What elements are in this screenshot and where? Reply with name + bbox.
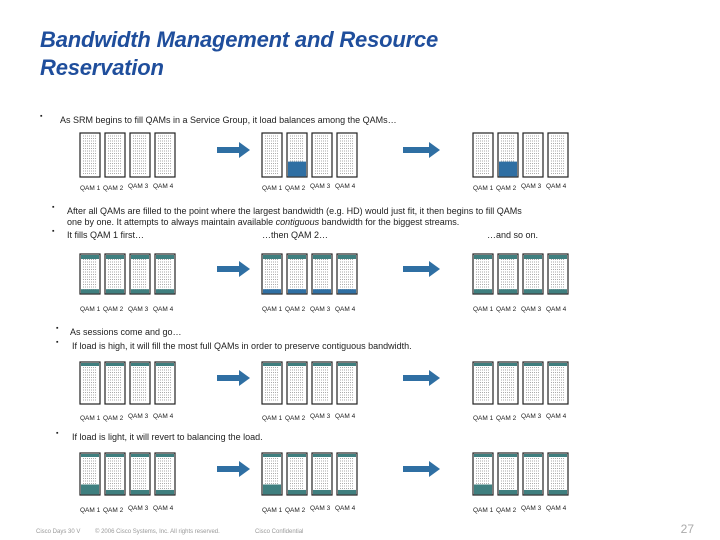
qam-bar — [498, 133, 518, 177]
qam-bar — [130, 362, 150, 404]
qam-bar-pattern — [158, 257, 172, 290]
qam-label: QAM 4 — [335, 306, 356, 313]
qam-bar-pattern — [133, 456, 147, 491]
qam-label: QAM 2 — [103, 507, 124, 514]
qam-top-fill — [131, 363, 149, 366]
qam-bar-pattern — [340, 456, 354, 491]
qam-bar-pattern — [133, 365, 147, 400]
qam-bar — [155, 254, 175, 294]
qam-label: QAM 2 — [496, 185, 517, 192]
qam-bar — [130, 254, 150, 294]
qam-top-fill — [288, 454, 306, 457]
qam-bar-pattern — [315, 257, 329, 290]
qam-bar — [312, 133, 332, 177]
qam-bar-pattern — [290, 257, 304, 290]
qam-bar — [498, 254, 518, 294]
qam-bar — [473, 254, 493, 294]
arrow-shaft — [403, 466, 430, 472]
qam-top-fill — [106, 454, 124, 457]
qam-group — [473, 453, 568, 514]
qam-label: QAM 4 — [546, 413, 567, 420]
qam-bar-pattern — [340, 136, 354, 174]
qam-group — [262, 254, 357, 313]
qam-fill — [81, 485, 99, 495]
arrow-shaft — [403, 266, 430, 272]
qam-label: QAM 2 — [285, 306, 306, 313]
qam-bar — [155, 362, 175, 404]
arrow-icon — [403, 142, 440, 158]
qam-top-fill — [263, 363, 281, 366]
qam-bar-pattern — [551, 257, 565, 290]
footer-copyright: © 2006 Cisco Systems, Inc. All rights reserved. — [95, 529, 220, 535]
arrow-shaft — [217, 147, 240, 153]
qam-bar — [473, 362, 493, 404]
bullet-fills-qam1: It fills QAM 1 first… — [67, 230, 145, 240]
qam-label: QAM 1 — [80, 415, 101, 422]
qam-fill — [156, 289, 174, 293]
bullet-marker: ▪ — [52, 228, 55, 235]
arrow-shaft — [403, 375, 430, 381]
qam-bar-pattern — [265, 456, 279, 491]
qam-top-fill — [288, 255, 306, 259]
qam-bar — [523, 453, 543, 495]
qam-bar-pattern — [158, 365, 172, 400]
arrow-icon — [217, 461, 250, 477]
bullet-then-qam2: …then QAM 2… — [262, 230, 329, 240]
qam-bar-pattern — [133, 257, 147, 290]
qam-bar — [337, 133, 357, 177]
qam-bar-pattern — [290, 365, 304, 400]
qam-bar-pattern — [340, 365, 354, 400]
qam-group — [473, 254, 568, 313]
bullet-fill-qams-line-1: After all QAMs are filled to the point where the largest bandwidth (e.g. HD) would just fit, it then begins to fill QAMs — [67, 206, 522, 216]
qam-bar-pattern — [476, 136, 490, 174]
qam-label: QAM 3 — [521, 306, 542, 313]
qam-bar — [155, 453, 175, 495]
qam-label: QAM 2 — [285, 415, 306, 422]
qam-bar — [337, 362, 357, 404]
qam-top-fill — [156, 255, 174, 259]
arrow-shaft — [403, 147, 430, 153]
qam-fill — [131, 490, 149, 494]
bullet-sessions: As sessions come and go… — [70, 327, 182, 337]
qam-fill — [338, 490, 356, 494]
bullet-marker: ▪ — [56, 339, 59, 346]
bullet-emphasis: contiguous — [275, 217, 320, 227]
qam-label: QAM 4 — [335, 413, 356, 420]
qam-top-fill — [106, 255, 124, 259]
qam-bar-pattern — [501, 136, 515, 174]
qam-label: QAM 2 — [103, 185, 124, 192]
qam-bar-pattern — [526, 136, 540, 174]
qam-group — [80, 362, 175, 422]
qam-top-fill — [156, 363, 174, 366]
bullet-text-segment: bandwidth for the biggest streams. — [319, 217, 460, 227]
qam-bar — [337, 453, 357, 495]
qam-bar-pattern — [526, 257, 540, 290]
qam-bar-pattern — [265, 257, 279, 290]
qam-fill — [499, 289, 517, 293]
qam-bar — [262, 362, 282, 404]
qam-bar — [312, 254, 332, 294]
qam-bar — [473, 453, 493, 495]
qam-fill — [524, 289, 542, 293]
qam-label: QAM 4 — [153, 413, 174, 420]
arrow-head — [239, 261, 250, 277]
arrow-shaft — [217, 466, 240, 472]
slide-title-line-1: Bandwidth Management and Resource — [40, 27, 439, 52]
qam-label: QAM 3 — [128, 505, 149, 512]
qam-bar — [262, 254, 282, 294]
qam-bar-pattern — [501, 456, 515, 491]
qam-bar-pattern — [265, 365, 279, 400]
qam-top-fill — [156, 454, 174, 457]
qam-bar — [548, 453, 568, 495]
qam-label: QAM 4 — [153, 505, 174, 512]
bullet-marker: ▪ — [40, 113, 43, 120]
qam-bar — [523, 133, 543, 177]
bullet-fill-qams-line-2 — [67, 217, 687, 228]
qam-label: QAM 4 — [335, 505, 356, 512]
qam-top-fill — [524, 363, 542, 366]
qam-label: QAM 3 — [521, 413, 542, 420]
qam-top-fill — [81, 454, 99, 457]
arrow-icon — [403, 461, 440, 477]
qam-top-fill — [81, 255, 99, 259]
qam-fill — [499, 162, 517, 177]
qam-bar — [287, 362, 307, 404]
qam-label: QAM 4 — [335, 183, 356, 190]
qam-label: QAM 4 — [153, 183, 174, 190]
qam-bar — [548, 362, 568, 404]
qam-label: QAM 1 — [262, 306, 283, 313]
page-number: 27 — [680, 522, 694, 536]
qam-bar-pattern — [551, 365, 565, 400]
qam-label: QAM 3 — [310, 183, 331, 190]
qam-top-fill — [338, 363, 356, 366]
qam-top-fill — [106, 363, 124, 366]
qam-label: QAM 1 — [80, 306, 101, 313]
qam-bar-pattern — [476, 456, 490, 491]
qam-group — [473, 362, 568, 422]
qam-label: QAM 3 — [310, 505, 331, 512]
bullet-marker: ▪ — [56, 325, 59, 332]
qam-top-fill — [474, 255, 492, 259]
qam-top-fill — [499, 363, 517, 366]
qam-top-fill — [524, 255, 542, 259]
qam-fill — [263, 485, 281, 495]
qam-top-fill — [499, 454, 517, 457]
qam-label: QAM 2 — [496, 507, 517, 514]
footer-left: Cisco Days 30 V — [36, 529, 81, 535]
bullet-load-high: If load is high, it will fill the most full QAMs in order to preserve contiguous bandwidth. — [72, 341, 412, 351]
qam-bar-pattern — [315, 456, 329, 491]
qam-bar — [312, 362, 332, 404]
qam-label: QAM 1 — [473, 185, 494, 192]
qam-bar-pattern — [265, 136, 279, 174]
slide-title — [40, 26, 600, 82]
qam-bar-pattern — [551, 456, 565, 491]
qam-label: QAM 4 — [153, 306, 174, 313]
qam-bar — [312, 453, 332, 495]
qam-top-fill — [131, 255, 149, 259]
qam-bar — [262, 133, 282, 177]
qam-top-fill — [313, 255, 331, 259]
qam-label: QAM 2 — [285, 507, 306, 514]
qam-fill — [106, 289, 124, 293]
qam-bar — [105, 254, 125, 294]
qam-bar — [287, 453, 307, 495]
qam-bar-pattern — [108, 365, 122, 400]
qam-bar — [523, 362, 543, 404]
arrow-shaft — [217, 375, 240, 381]
bullet-load-balance: As SRM begins to fill QAMs in a Service Group, it load balances among the QAMs… — [60, 115, 397, 125]
bullet-load-light: If load is light, it will revert to balancing the load. — [72, 432, 263, 442]
qam-bar-pattern — [501, 257, 515, 290]
bullet-marker: ▪ — [52, 204, 55, 211]
qam-top-fill — [313, 363, 331, 366]
qam-label: QAM 2 — [103, 415, 124, 422]
qam-label: QAM 3 — [521, 505, 542, 512]
arrow-shaft — [217, 266, 240, 272]
qam-bar — [105, 362, 125, 404]
qam-label: QAM 2 — [285, 185, 306, 192]
arrow-icon — [217, 261, 250, 277]
arrow-head — [429, 142, 440, 158]
qam-bar-pattern — [108, 257, 122, 290]
qam-bar — [548, 254, 568, 294]
qam-fill — [474, 289, 492, 293]
qam-fill — [524, 490, 542, 494]
qam-bar-pattern — [340, 257, 354, 290]
qam-fill — [156, 490, 174, 494]
qam-bar — [105, 133, 125, 177]
footer-confidential: Cisco Confidential — [255, 529, 304, 535]
qam-fill — [288, 490, 306, 494]
arrow-head — [429, 461, 440, 477]
qam-top-fill — [131, 454, 149, 457]
qam-label: QAM 1 — [473, 415, 494, 422]
qam-label: QAM 3 — [310, 413, 331, 420]
qam-top-fill — [338, 454, 356, 457]
arrow-icon — [403, 370, 440, 386]
qam-top-fill — [549, 454, 567, 457]
qam-fill — [106, 490, 124, 494]
qam-fill — [474, 485, 492, 495]
qam-bar — [287, 254, 307, 294]
qam-bar — [548, 133, 568, 177]
qam-bar-pattern — [108, 136, 122, 174]
qam-label: QAM 2 — [496, 306, 517, 313]
qam-top-fill — [549, 255, 567, 259]
qam-bar — [337, 254, 357, 294]
qam-top-fill — [263, 255, 281, 259]
qam-top-fill — [263, 454, 281, 457]
qam-label: QAM 1 — [473, 306, 494, 313]
qam-label: QAM 3 — [128, 306, 149, 313]
arrow-icon — [403, 261, 440, 277]
qam-fill — [338, 289, 356, 293]
qam-bar-pattern — [133, 136, 147, 174]
qam-bar-pattern — [315, 365, 329, 400]
qam-top-fill — [474, 363, 492, 366]
bullet-marker: ▪ — [56, 430, 59, 437]
qam-bar — [473, 133, 493, 177]
qam-bar-pattern — [501, 365, 515, 400]
qam-fill — [549, 289, 567, 293]
bullet-fill-qams — [67, 206, 687, 228]
bullet-text-segment: one by one. It attempts to always maintain available — [67, 217, 276, 227]
qam-bar-pattern — [526, 365, 540, 400]
qam-label: QAM 4 — [546, 505, 567, 512]
qam-group — [80, 254, 175, 313]
qam-bar-pattern — [83, 257, 97, 290]
qam-bar-pattern — [315, 136, 329, 174]
qam-label: QAM 4 — [546, 306, 567, 313]
qam-fill — [313, 289, 331, 293]
qam-bar — [155, 133, 175, 177]
qam-top-fill — [81, 363, 99, 366]
qam-label: QAM 1 — [262, 507, 283, 514]
qam-top-fill — [474, 454, 492, 457]
qam-fill — [81, 289, 99, 293]
qam-bar — [80, 254, 100, 294]
qam-fill — [549, 490, 567, 494]
qam-bar-pattern — [476, 257, 490, 290]
qam-fill — [499, 490, 517, 494]
qam-bar-pattern — [290, 136, 304, 174]
qam-bar-pattern — [83, 136, 97, 174]
bullet-and-so-on: …and so on. — [487, 230, 539, 240]
qam-bar-pattern — [290, 456, 304, 491]
qam-bar-pattern — [83, 365, 97, 400]
qam-bar — [80, 453, 100, 495]
qam-bar-pattern — [108, 456, 122, 491]
qam-bar-pattern — [158, 456, 172, 491]
qam-label: QAM 3 — [128, 183, 149, 190]
qam-bar — [105, 453, 125, 495]
qam-label: QAM 3 — [128, 413, 149, 420]
arrow-head — [239, 461, 250, 477]
qam-group — [80, 133, 175, 192]
arrow-head — [239, 370, 250, 386]
qam-bar-pattern — [476, 365, 490, 400]
qam-top-fill — [313, 454, 331, 457]
arrow-icon — [217, 370, 250, 386]
qam-label: QAM 3 — [521, 183, 542, 190]
arrow-head — [429, 261, 440, 277]
qam-label: QAM 2 — [103, 306, 124, 313]
qam-fill — [263, 289, 281, 293]
qam-group — [262, 362, 357, 422]
qam-label: QAM 2 — [496, 415, 517, 422]
qam-fill — [288, 162, 306, 177]
qam-label: QAM 1 — [80, 185, 101, 192]
qam-bar — [523, 254, 543, 294]
arrow-icon — [217, 142, 250, 158]
qam-fill — [313, 490, 331, 494]
qam-bar — [262, 453, 282, 495]
slide-title-line-2: Reservation — [40, 55, 164, 80]
qam-bar — [498, 362, 518, 404]
qam-group — [262, 453, 357, 514]
qam-bar — [80, 362, 100, 404]
qam-label: QAM 4 — [546, 183, 567, 190]
qam-label: QAM 1 — [262, 415, 283, 422]
qam-top-fill — [288, 363, 306, 366]
qam-group — [80, 453, 175, 514]
qam-label: QAM 1 — [473, 507, 494, 514]
qam-label: QAM 1 — [80, 507, 101, 514]
qam-top-fill — [499, 255, 517, 259]
qam-fill — [131, 289, 149, 293]
qam-top-fill — [549, 363, 567, 366]
qam-label: QAM 1 — [262, 185, 283, 192]
qam-bar-pattern — [551, 136, 565, 174]
qam-bar-pattern — [83, 456, 97, 491]
qam-fill — [288, 289, 306, 293]
qam-group — [262, 133, 357, 192]
qam-bar-pattern — [158, 136, 172, 174]
qam-bar — [130, 133, 150, 177]
qam-bar-pattern — [526, 456, 540, 491]
arrow-head — [239, 142, 250, 158]
qam-bar — [130, 453, 150, 495]
qam-top-fill — [338, 255, 356, 259]
qam-bar — [80, 133, 100, 177]
qam-top-fill — [524, 454, 542, 457]
qam-bar — [287, 133, 307, 177]
arrow-head — [429, 370, 440, 386]
qam-bar — [498, 453, 518, 495]
qam-group — [473, 133, 568, 192]
qam-label: QAM 3 — [310, 306, 331, 313]
